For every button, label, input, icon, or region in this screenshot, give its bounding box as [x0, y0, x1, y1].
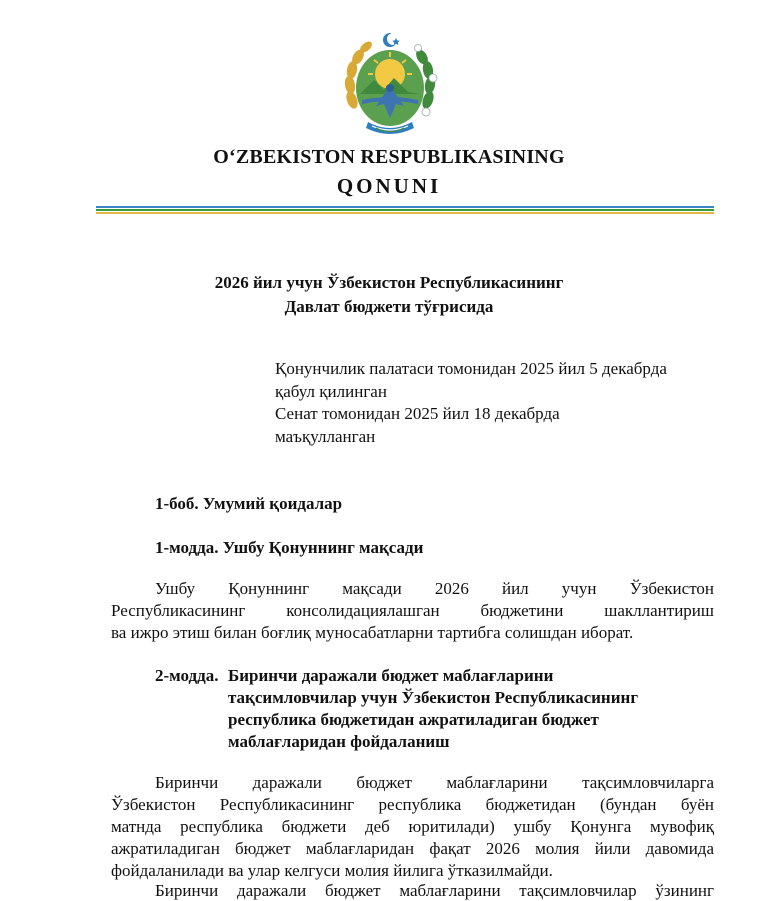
article2-text-line: матнда республика бюджети деб юритилади) ушбу Қонунга мувофиқ: [111, 817, 714, 836]
tricolor-divider: [96, 206, 714, 214]
state-emblem: [338, 30, 442, 138]
article1-text-line: Республикасининг консолидациялашган бюджетини шакллантириш: [111, 601, 714, 620]
article2-heading-line: маблағларидан фойдаланиш: [228, 732, 450, 751]
adoption-line1: Қонунчилик палатаси томонидан 2025 йил 5 декабрда: [275, 359, 667, 378]
article2-heading-line: тақсимловчилар учун Ўзбекистон Республикасининг: [228, 688, 639, 707]
article2-text-line: фойдаланилади ва улар келгуси молия йилига ўтказилмайди.: [111, 861, 553, 880]
header-republic: O‘ZBEKISTON RESPUBLIKASINING: [213, 146, 565, 168]
header-doc-type: QONUNI: [336, 174, 442, 198]
law-title-line2: Давлат бюджети тўғрисида: [284, 297, 494, 316]
article2-heading-line: Биринчи даражали бюджет маблағларини: [228, 666, 554, 685]
adoption-line3: Сенат томонидан 2025 йил 18 декабрда: [275, 404, 560, 423]
article2-text-line: Биринчи даражали бюджет маблағларини тақсимловчиларга: [155, 773, 714, 792]
article2-text-line: ажратиладиган бюджет маблағларидан фақат 2026 молия йили давомида: [111, 839, 714, 858]
law-title-line1: 2026 йил учун Ўзбекистон Республикасининг: [214, 273, 564, 292]
article2-text-line: Ўзбекистон Республикасининг республика бюджетидан (бундан буён: [111, 795, 714, 814]
article2-heading-line: республика бюджетидан ажратиладиган бюджет: [228, 710, 599, 729]
adoption-line4: маъқулланган: [275, 427, 376, 446]
article2-label: 2-модда.: [155, 666, 219, 685]
article2-text-line: Биринчи даражали бюджет маблағларини тақсимловчилар ўзининг: [155, 881, 714, 900]
adoption-line2: қабул қилинган: [275, 382, 387, 401]
article1-text-line: ва ижро этиш билан боғлиқ муносабатларни тартибга солишдан иборат.: [111, 623, 634, 642]
chapter-heading: 1-боб. Умумий қоидалар: [155, 494, 343, 513]
article1-heading: 1-модда. Ушбу Қонуннинг мақсади: [155, 538, 424, 557]
article1-text-line: Ушбу Қонуннинг мақсади 2026 йил учун Ўзбекистон: [155, 579, 714, 598]
